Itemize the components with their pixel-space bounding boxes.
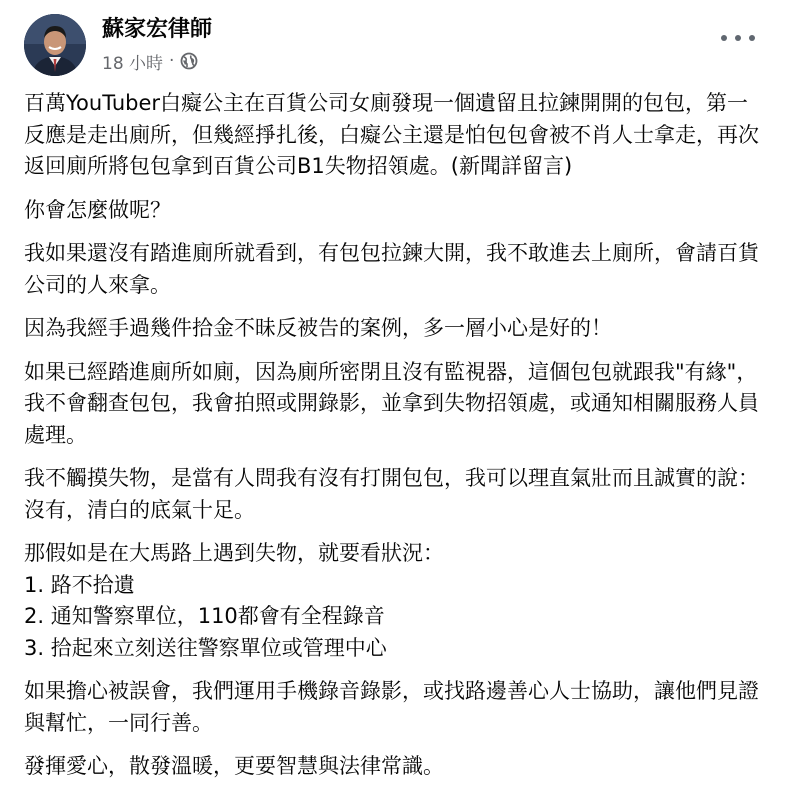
post-paragraph: 百萬YouTuber白癡公主在百貨公司女廁發現一個遺留且拉鍊開開的包包，第一反應是走出廁所，但幾經掙扎後，白癡公主還是怕包包會被不肖人士拿走，再次返回廁所將包包拿到百貨公司B1失物招領處。(新聞詳留言) [24,91,759,178]
post-list [24,570,768,665]
post-paragraph: 發揮愛心，散發溫暖，更要智慧與法律常識。 [24,754,444,778]
globe-icon[interactable] [180,52,198,70]
post-paragraph: 那假如是在大馬路上遇到失物，就要看狀況： [24,541,444,565]
post-paragraph: 如果擔心被誤會，我們運用手機錄音錄影，或找路邊善心人士協助，讓他們見證與幫忙，一同行善。 [24,679,759,735]
more-options-button[interactable] [721,28,755,48]
post-paragraph: 你會怎麼做呢？ [24,197,171,222]
post-paragraph: 如果已經踏進廁所如廁，因為廁所密閉且沒有監視器，這個包包就跟我"有緣"，我不會翻查包包，我會拍照或開錄影，並拿到失物招領處，或通知相關服務人員處理。 [24,359,759,447]
avatar[interactable] [24,14,86,76]
post-paragraph: 我不觸摸失物，是當有人問我有沒有打開包包，我可以理直氣壯而且誠實的說：沒有，清白的底氣十足。 [24,466,759,522]
post-meta [102,48,198,74]
author-name[interactable]: 蘇家宏律師 [102,17,213,42]
list-item: 2. 通知警察單位，110都會有全程錄音 [24,604,385,628]
list-item: 3. 拾起來立刻送往警察單位或管理中心 [24,635,387,660]
post-body [24,88,768,795]
list-item: 1. 路不拾遺 [24,572,135,597]
avatar-image [24,14,86,76]
post-paragraph: 我如果還沒有踏進廁所就看到，有包包拉鍊大開，我不敢進去上廁所，會請百貨公司的人來拿。 [24,241,759,297]
more-horizontal-icon [721,35,727,41]
post-header [24,14,769,78]
meta-separator: · [169,51,175,71]
post-paragraph: 因為我經手過幾件拾金不昧反被告的案例，多一層小心是好的！ [24,316,612,340]
post-timestamp[interactable]: 18 小時 [102,53,164,74]
